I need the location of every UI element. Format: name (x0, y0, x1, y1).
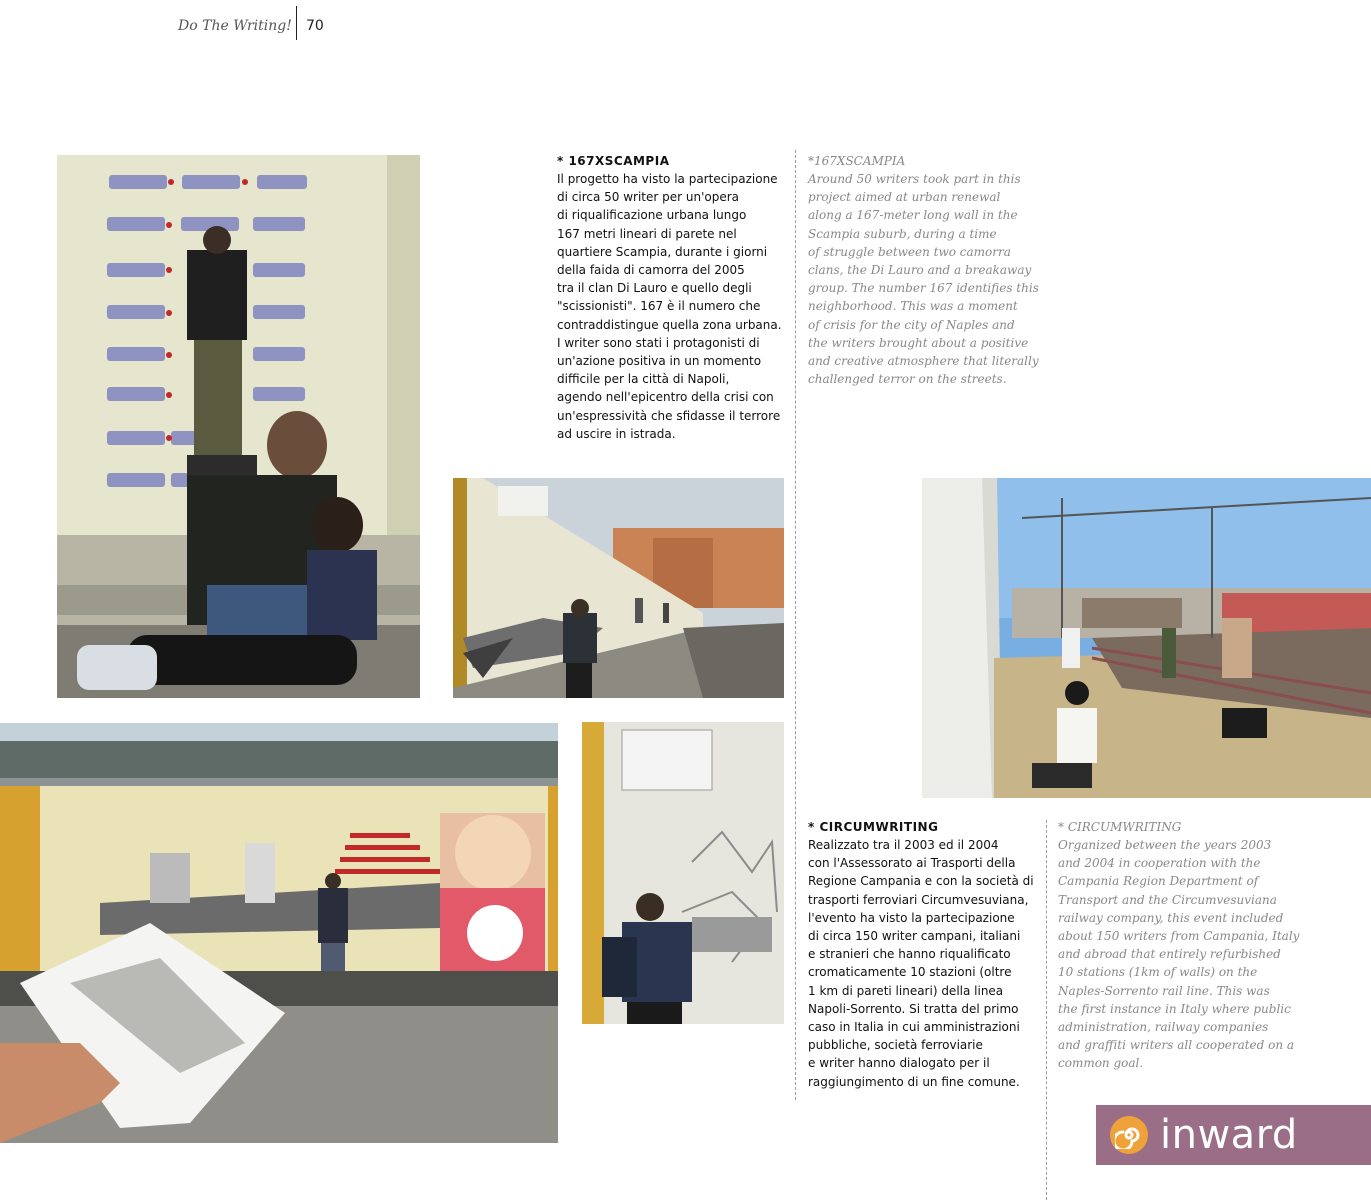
logo-wordmark: inward (1160, 1112, 1298, 1158)
text-line: Organized between the years 2003 (1058, 838, 1272, 852)
text-line: Transport and the Circumvesuviana (1058, 892, 1277, 907)
text-line: along a 167-meter long wall in the (808, 208, 1018, 223)
text-line: the first instance in Italy where public (1058, 1001, 1291, 1016)
text-line: and creative atmosphere that literally (808, 354, 1039, 369)
text-line: neighborhood. This was a moment (808, 299, 1018, 314)
text-circumwriting-italian (808, 820, 1040, 1091)
text-line: Campania Region Department of (1058, 874, 1259, 889)
photo-mural-with-sketch (0, 723, 558, 1143)
text-line: Naples-Sorrento rail line. This was (1058, 983, 1270, 998)
text-line: un'espressività che sfidasse il terrore (557, 408, 781, 423)
text-line: 167 metri lineari di parete nel (557, 226, 737, 241)
text-line: and 2004 in cooperation with the (1058, 856, 1261, 871)
text-line: 10 stations (1km of walls) on the (1058, 965, 1258, 980)
text-line: "scissionisti". 167 è il numero che (557, 299, 761, 314)
text-line: I writer sono stati i protagonisti di (557, 335, 760, 350)
text-line: Il progetto ha visto la partecipazione (557, 172, 778, 186)
text-line: clans, the Di Lauro and a breakaway (808, 263, 1032, 278)
text-line: quartiere Scampia, durante i giorni (557, 244, 768, 259)
scampia-english-heading: *167XSCAMPIA (808, 154, 906, 168)
spiral-icon (1110, 1116, 1148, 1154)
photo-stencil-wall-scampia (57, 155, 420, 698)
scampia-english-body (808, 170, 1040, 388)
text-line: and abroad that entirely refurbished (1058, 947, 1281, 962)
text-line: contraddistingue quella zona urbana. (557, 317, 782, 332)
text-line: un'azione positiva in un momento (557, 354, 762, 369)
text-line: trasporti ferroviari Circumvesuviana, (808, 892, 1029, 907)
circumwriting-english-heading: * CIRCUMWRITING (1058, 820, 1182, 834)
text-line: challenged terror on the streets. (808, 372, 1007, 387)
circumwriting-italian-heading: * CIRCUMWRITING (808, 820, 939, 834)
text-line: di circa 50 writer per un'opera (557, 190, 740, 205)
circumwriting-italian-body (808, 836, 1040, 1091)
text-line: the writers brought about a positive (808, 335, 1029, 350)
text-line: e stranieri che hanno riqualificato (808, 947, 1011, 962)
text-line: pubbliche, società ferroviarie (808, 1038, 983, 1053)
text-line: administration, railway companies (1058, 1020, 1269, 1035)
text-line: con l'Assessorato ai Trasporti della (808, 856, 1016, 871)
text-line: Napoli-Sorrento. Si tratta del primo (808, 1001, 1019, 1016)
text-circumwriting-english (1058, 820, 1298, 1073)
text-line: raggiungimento di un fine comune. (808, 1074, 1020, 1089)
text-line: common goal. (1058, 1056, 1144, 1071)
text-line: Scampia suburb, during a time (808, 226, 997, 241)
text-line: agendo nell'epicentro della crisi con (557, 390, 774, 405)
text-scampia-english (808, 154, 1040, 388)
text-line: 1 km di pareti lineari) della linea (808, 983, 1004, 998)
text-line: caso in Italia in cui amministrazioni (808, 1020, 1020, 1035)
text-line: cromaticamente 10 stazioni (oltre (808, 965, 1012, 980)
photo-writer-spraying (582, 722, 784, 1024)
text-line: about 150 writers from Campania, Italy (1058, 929, 1300, 944)
column-divider-upper (795, 150, 796, 1100)
scampia-italian-body (557, 170, 789, 443)
text-line: ad uscire in istrada. (557, 426, 676, 441)
text-line: della faida di camorra del 2005 (557, 263, 745, 278)
page-number: 70 (306, 18, 324, 34)
circumwriting-english-body (1058, 836, 1298, 1073)
header-divider (296, 6, 297, 40)
photo-long-wall-painting (453, 478, 784, 698)
text-line: l'evento ha visto la partecipazione (808, 910, 1015, 925)
text-scampia-italian (557, 154, 789, 443)
text-line: Regione Campania e con la società di (808, 874, 1034, 889)
text-line: di riqualificazione urbana lungo (557, 208, 747, 223)
text-line: group. The number 167 identifies this (808, 281, 1039, 296)
text-line: of struggle between two camorra (808, 244, 1011, 259)
text-line: Around 50 writers took part in this (808, 172, 1021, 186)
text-line: di circa 150 writer campani, italiani (808, 929, 1021, 944)
photo-railway-wall-writers (922, 478, 1371, 798)
text-line: and graffiti writers all cooperated on a (1058, 1038, 1295, 1053)
running-title: Do The Writing! (178, 18, 292, 34)
text-line: of crisis for the city of Naples and (808, 317, 1015, 332)
text-line: e writer hanno dialogato per il (808, 1056, 990, 1071)
text-line: project aimed at urban renewal (808, 190, 1001, 205)
scampia-italian-heading: * 167XSCAMPIA (557, 154, 670, 168)
text-line: difficile per la città di Napoli, (557, 372, 730, 387)
column-divider-lower (1046, 820, 1047, 1200)
inward-logo (1096, 1105, 1371, 1165)
text-line: tra il clan Di Lauro e quello degli (557, 281, 752, 296)
text-line: Realizzato tra il 2003 ed il 2004 (808, 838, 999, 852)
text-line: railway company, this event included (1058, 910, 1284, 925)
